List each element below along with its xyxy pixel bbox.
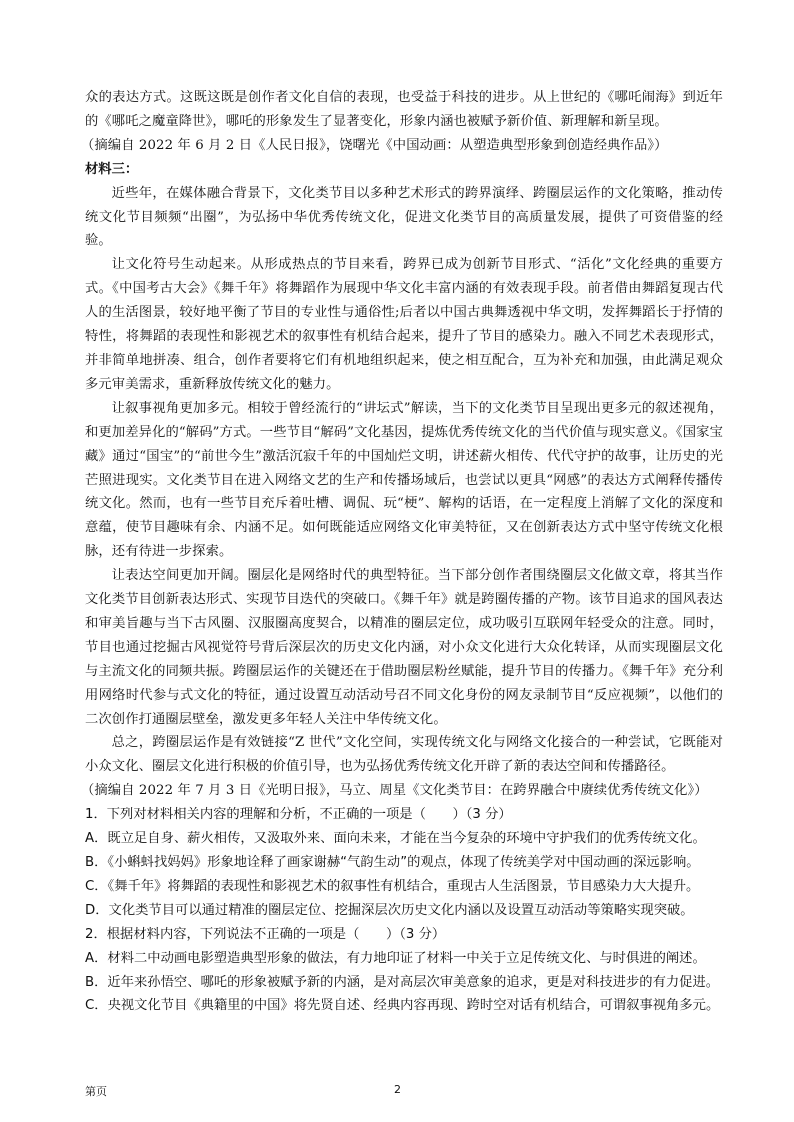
page-number: 2: [394, 1083, 401, 1096]
question-2-option-a: A．材料二中动画电影塑造典型形象的做法，有力地印证了材料一中关于立足传统文化、与时俱进的阐述。: [85, 950, 706, 966]
question-2-option-b: B．近年来孙悟空、哪吒的形象被赋予新的内涵，是对高层次审美意象的追求，更是对科技进步的有力促进。: [85, 974, 720, 990]
question-2-option-c: C．央视文化节目《典籍里的中国》将先贤自述、经典内容再现、跨时空对话有机结合，可谓叙事视角多元。: [85, 998, 720, 1014]
material3-paragraph-4: 让表达空间更加开阔。圈层化是网络时代的典型特征。当下部分创作者围绕圈层文化做文章，将其当作文化类节目创新表达形式、实现节目迭代的突破口。《舞千年》就是跨圈传播的产物。该节目追求的国风表达和审美旨趣与当下古风圈、汉服圈高度契合，以精准的圈层定位，成功吸引互联网年轻受众的注意。同时，节目也通过挖掘古风视觉符号背后深层次的历史文化内涵，对小众文化进行大众化转译，从而实现圈层文化与主流文化的同频共振。跨圈层运作的关键还在于借助圈层粉丝赋能，提升节目的传播力。《舞千年》充分利用网络时代参与式文化的特征，通过设置互动活动号召不同文化身份的网友录制节目“反应视频”，以他们的二次创作打通圈层壁垒，激发更多年轻人关注中华传统文化。: [85, 568, 723, 727]
page-content: [81, 86, 723, 1018]
question-1-option-a: A．既立足自身、薪火相传，又汲取外来、面向未来，才能在当今复杂的环境中守护我们的优秀传统文化。: [85, 831, 706, 847]
material3-paragraph-5: 总之，跨圈层运作是有效链接“Z 世代”文化空间，实现传统文化与网络文化接合的一种尝试，它既能对小众文化、圈层文化进行积极的价值引导，也为弘扬优秀传统文化开辟了新的表达空间和传播路径。: [85, 735, 723, 775]
material3-heading: 材料三：: [85, 161, 139, 177]
question-1-option-d: D．文化类节目可以通过精准的圈层定位、挖掘深层次历史文化内涵以及设置互动活动等策略实现突破。: [85, 902, 694, 918]
material2-tail-paragraph: 众的表达方式。这既这既是创作者文化自信的表现，也受益于科技的进步。从上世纪的《哪吒闹海》到近年的《哪吒之魔童降世》，哪吒的形象发生了显著变化，形象内涵也被赋予新价值、新理解和新呈现。: [85, 90, 723, 129]
material3-paragraph-1: 近些年，在媒体融合背景下，文化类节目以多种艺术形式的跨界演绎、跨圈层运作的文化策略，推动传统文化节目频频“出圈”，为弘扬中华优秀传统文化，促进文化类节目的高质量发展，提供了可资借鉴的经验。: [85, 185, 723, 249]
question-1-stem: 1．下列对材料相关内容的理解和分析，不正确的一项是（ ）（3 分）: [85, 807, 512, 823]
material3-source: （摘编自 2022 年 7 月 3 日《光明日报》，马立、周星《文化类节目：在跨界融合中赓续优秀传统文化》）: [81, 783, 708, 799]
material3-paragraph-3: 让叙事视角更加多元。相较于曾经流行的“讲坛式”解读，当下的文化类节目呈现出更多元的叙述视角，和更加差异化的“解码”方式。一些节目“解码”文化基因，提炼优秀传统文化的当代价值与现实意义。《国家宝藏》通过“国宝”的“前世今生”激活沉寂千年的中国灿烂文明，讲述薪火相传、代代守护的故事，让历史的光芒照进现实。文化类节目在进入网络文艺的生产和传播场域后，也尝试以更具“网感”的表达方式阐释传播传统文化。然而，也有一些节目充斥着吐槽、调侃、玩“梗”、解构的话语，在一定程度上消解了文化的深度和意蕴，使节目趣味有余、内涵不足。如何既能适应网络文化审美特征，又在创新表达方式中坚守传统文化根脉，还有待进一步探索。: [85, 400, 723, 560]
question-1-option-c: C．《舞千年》将舞蹈的表现性和影视艺术的叙事性有机结合，重现古人生活图景，节目感染力大大提升。: [85, 878, 700, 894]
footer-label: 第页: [85, 1085, 107, 1098]
material3-paragraph-2: 让文化符号生动起来。从形成热点的节目来看，跨界已成为创新节目形式、“活化”文化经典的重要方式。《中国考古大会》《舞千年》将舞蹈作为展现中华文化丰富内涵的有效表现手段。前者借由舞蹈复现古代人的生活图景，较好地平衡了节目的专业性与通俗性;后者以中国古典舞透视中华文明，发挥舞蹈长于抒情的特性，将舞蹈的表现性和影视艺术的叙事性有机结合起来，提升了节目的感染力。融入不同艺术表现形式，并非简单地拼凑、组合，创作者要将它们有机地组织起来，使之相互配合，互为补充和加强，由此满足观众多元审美需求，重新释放传统文化的魅力。: [85, 257, 723, 392]
material2-source: （摘编自 2022 年 6 月 2 日《人民日报》，饶曙光《中国动画：从塑造典型形象到创造经典作品》）: [81, 137, 668, 153]
question-2-stem: 2．根据材料内容，下列说法不正确的一项是（ ）（3 分）: [85, 926, 446, 942]
question-1-option-b: B．《小蝌蚪找妈妈》形象地诠释了画家谢赫“气韵生动”的观点，体现了传统美学对中国动画的深远影响。: [85, 855, 700, 870]
